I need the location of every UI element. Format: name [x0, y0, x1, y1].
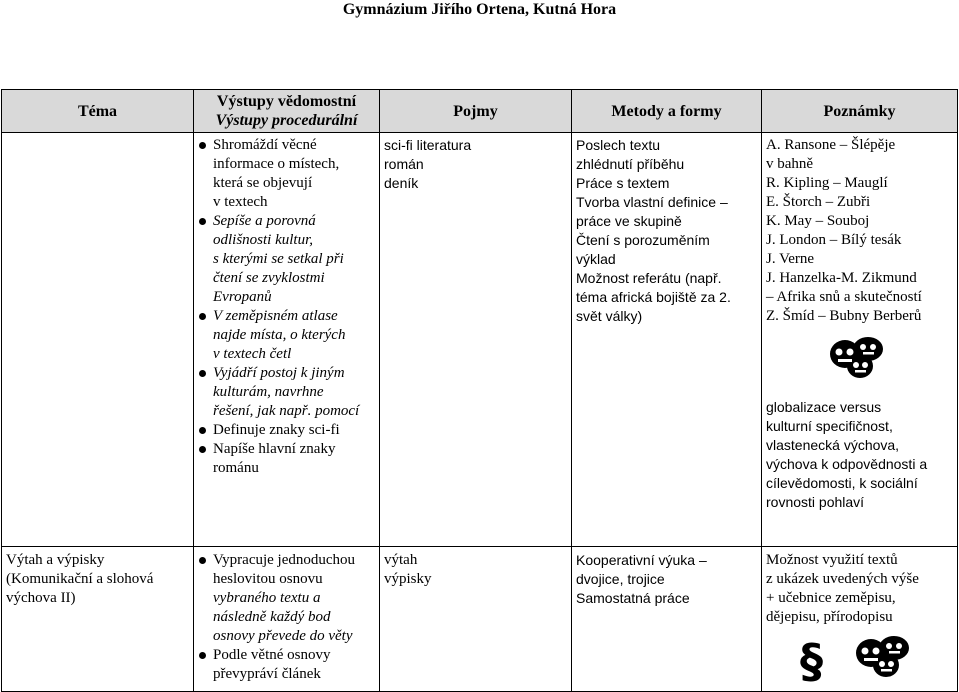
section-sign-icon [794, 635, 844, 683]
outcome-line: informace o místech, [213, 156, 340, 172]
note-text: Možnost využití textů [766, 552, 898, 568]
discussion-people-icon [854, 635, 912, 679]
svg-text:§: § [800, 635, 823, 683]
header-poznamky: Poznámky [762, 90, 958, 133]
book-text: J. Verne [766, 251, 815, 267]
theme-text: kulturní specifičnost, [766, 418, 893, 434]
method-text: Možnost referátu (např. [576, 270, 722, 286]
notes-text [766, 551, 953, 627]
cell-poznamky [762, 133, 958, 547]
outcome-line: Napíše hlavní znaky [213, 441, 336, 457]
cell-metody [572, 133, 762, 547]
header-metody: Metody a formy [572, 90, 762, 133]
topic-line: výchova II) [6, 590, 76, 606]
concept-text: sci-fi literatura [384, 137, 472, 153]
book-text: – Afrika snů a skutečností [766, 289, 922, 305]
note-text: z ukázek uvedených výše [766, 571, 919, 587]
reading-list [766, 136, 953, 326]
book-text: E. Štorch – Zubři [766, 194, 871, 210]
book-text: A. Ransone – Šlépěje [766, 137, 896, 153]
cell-pojmy [380, 547, 572, 692]
table-row [2, 133, 958, 547]
cell-pojmy [380, 133, 572, 547]
outcomes-list [198, 551, 375, 684]
header-tema: Téma [2, 90, 194, 133]
concept-text: román [384, 156, 424, 172]
method-text: Kooperativní výuka – [576, 552, 707, 568]
cell-tema [2, 133, 194, 547]
topic-line: (Komunikační a slohová [6, 571, 154, 587]
notes-icons [794, 635, 953, 683]
cell-vystupy [194, 133, 380, 547]
outcome-line: románu [213, 460, 259, 476]
outcome-line: čtení se zvyklostmi [213, 270, 325, 286]
concept-text: výpisky [384, 571, 432, 587]
list-item [198, 646, 375, 684]
book-text: J. Hanzelka-M. Zikmund [766, 270, 917, 286]
outcome-line: najde místa, o kterých [213, 327, 346, 343]
syllabus-table [1, 89, 958, 692]
outcome-line: v textech četl [213, 346, 292, 362]
method-text: Práce s textem [576, 175, 670, 191]
outcome-line: následně každý bod [213, 609, 331, 625]
list-item [198, 440, 375, 478]
method-text: Čtení s porozuměním [576, 232, 710, 248]
school-title: Gymnázium Jiřího Ortena, Kutná Hora [342, 1, 617, 18]
list-item [198, 307, 375, 364]
concepts-list [384, 551, 567, 589]
book-text: R. Kipling – Mauglí [766, 175, 888, 191]
cell-poznamky [762, 547, 958, 692]
book-text: Z. Šmíd – Bubny Berberů [766, 308, 922, 324]
list-item [198, 136, 375, 212]
concept-text: deník [384, 175, 419, 191]
outcome-line: Podle větné osnovy [213, 647, 331, 663]
note-text: dějepisu, přírodopisu [766, 609, 893, 625]
book-text: K. May – Souboj [766, 213, 870, 229]
outcome-line: odlišnosti kultur, [213, 232, 314, 248]
outcome-line: heslovitou osnovu [213, 571, 323, 587]
outcome-line: osnovy převede do věty [213, 628, 353, 644]
theme-text: výchova k odpovědnosti a [766, 456, 928, 472]
outcome-line: která se objevují [213, 175, 313, 191]
outcome-line: Vypracuje jednoduchou [213, 552, 356, 568]
book-text: J. London – Bílý tesák [766, 232, 902, 248]
book-text: v bahně [766, 156, 814, 172]
cell-metody [572, 547, 762, 692]
topic-line: Výtah a výpisky [6, 552, 105, 568]
outcome-line: převypráví článek [213, 666, 321, 682]
concept-text: výtah [384, 552, 418, 568]
table-row [2, 547, 958, 692]
header-pojmy: Pojmy [380, 90, 572, 133]
list-item [198, 212, 375, 307]
header-vystupy-main: Výstupy vědomostní [216, 93, 357, 110]
outcome-line: Definuje znaky sci-fi [213, 422, 340, 438]
outcome-line: vybraného textu a [213, 590, 321, 606]
list-item [198, 364, 375, 421]
outcome-line: kulturám, navrhne [213, 384, 324, 400]
cell-vystupy [194, 547, 380, 692]
discussion-people-icon [828, 336, 886, 380]
list-item [198, 551, 375, 646]
methods-list [576, 551, 757, 608]
outcome-line: Sepíše a porovná [213, 213, 316, 229]
cross-curricular-themes [766, 398, 953, 512]
theme-text: rovnosti pohlaví [766, 494, 865, 510]
outcome-line: v textech [213, 194, 268, 210]
method-text: Tvorba vlastní definice – [576, 194, 728, 210]
outcome-line: Vyjádří postoj k jiným [213, 365, 345, 381]
methods-list [576, 136, 757, 326]
note-text: + učebnice zeměpisu, [766, 590, 896, 606]
outcomes-list [198, 136, 375, 478]
method-text: téma africká bojiště za 2. [576, 289, 731, 305]
outcome-line: řešení, jak např. pomocí [213, 403, 360, 419]
theme-text: vlastenecká výchova, [766, 437, 900, 453]
cell-tema [2, 547, 194, 692]
outcome-line: s kterými se setkal při [213, 251, 344, 267]
method-text: výklad [576, 251, 616, 267]
outcome-line: Shromáždí věcné [213, 137, 317, 153]
method-text: zhlédnutí příběhu [576, 156, 685, 172]
list-item [198, 421, 375, 440]
method-text: práce ve skupině [576, 213, 682, 229]
method-text: Samostatná práce [576, 590, 690, 606]
header-vystupy [194, 90, 380, 133]
theme-text: cílevědomosti, k sociální [766, 475, 918, 491]
table-header-row [2, 90, 958, 133]
method-text: Poslech textu [576, 137, 661, 153]
theme-text: globalizace versus [766, 399, 882, 415]
method-text: dvojice, trojice [576, 571, 665, 587]
outcome-line: V zeměpisném atlase [213, 308, 338, 324]
header-vystupy-sub: Výstupy procedurální [215, 112, 358, 129]
concepts-list [384, 136, 567, 193]
method-text: svět války) [576, 308, 643, 324]
topic-text [6, 551, 189, 608]
outcome-line: Evropanů [213, 289, 272, 305]
